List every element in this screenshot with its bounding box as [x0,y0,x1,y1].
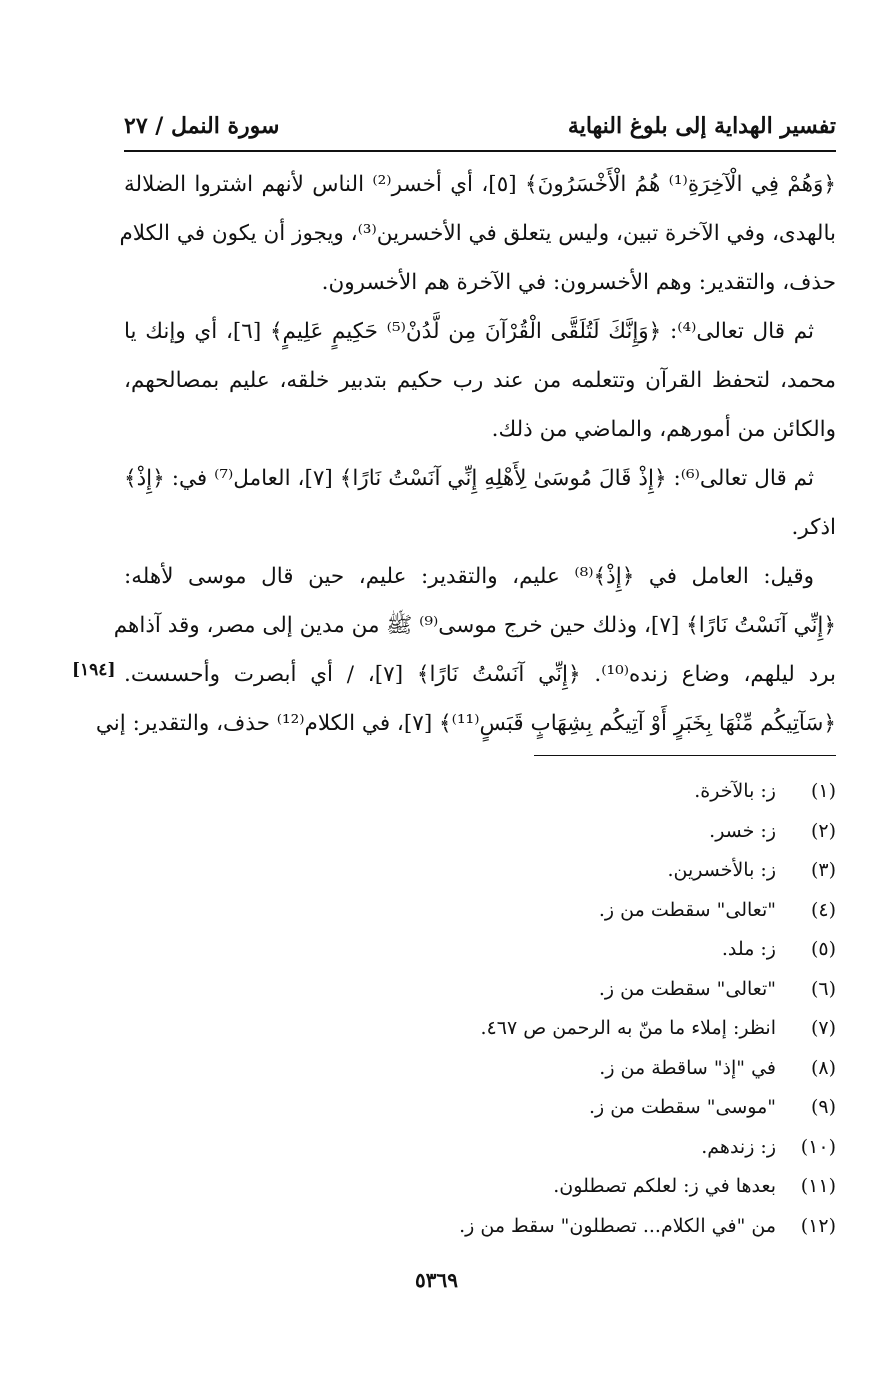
footnote-text: في "إذ" ساقطة من ز. [599,1056,776,1079]
text-line: اذكر. [791,515,836,540]
footnote [416,812,836,852]
text-line: وقيل: العامل في ﴿إِذْ﴾⁽⁸⁾ عليم، والتقدير: عليم، حين قال موسى لأهله: [124,564,814,589]
footnote-number: (٢) [810,819,836,842]
footnote-text: ز: بالأخسرين. [667,859,776,881]
text-line: ﴿إِنِّي آنَسْتُ نَارًا﴾ [٧]، وذلك حين خرج موسى⁽⁹⁾ ﷺ من مدين إلى مصر، وقد آذاهم [113,613,836,638]
footnote-number: (١١) [800,1175,836,1197]
footnote [416,1167,836,1207]
text-line: والكائن من أمورهم، والماضي من ذلك. [491,417,836,442]
footnote [416,1049,836,1089]
text-line: ثم قال تعالى⁽⁴⁾: ﴿وَإِنَّكَ لَتُلَقَّى الْقُرْآنَ مِن لَّدُنْ⁽⁵⁾ حَكِيمٍ عَلِيمٍ﴾ [٦]، أي وإنك يا [124,319,814,344]
footnote [416,1207,836,1247]
text-line: ثم قال تعالى⁽⁶⁾: ﴿إِذْ قَالَ مُوسَىٰ لِأَهْلِهِ إِنِّي آنَسْتُ نَارًا﴾ [٧]، العامل⁽⁷⁾ في: ﴿إِذْ﴾ [124,466,814,491]
footnote [416,772,836,812]
page-header [124,108,836,144]
main-text [95,160,836,748]
footnote-number: (٧) [810,1017,836,1039]
footnote-rule [534,755,836,756]
footnote-number: (٩) [810,1096,836,1118]
text-line: محمد، لتحفظ القرآن وتتعلمه من عند رب حكيم بتدبير خلقه، عليم بمصالحهم، [124,368,836,393]
footnote-text: ز: زندهم. [701,1135,776,1158]
text-line: حذف، والتقدير: وهم الأخسرون: في الآخرة هم الأخسرون. [321,270,836,295]
page-number: ٥٣٦٩ [415,1268,458,1292]
footnotes [416,772,836,1246]
footnote-number: (٦) [810,977,836,1000]
text-line: بالهدى، وفي الآخرة تبين، وليس يتعلق في الأخسرين⁽³⁾، ويجوز أن يكون في الكلام [119,221,836,246]
book-title: تفسير الهداية إلى بلوغ النهاية [567,113,836,139]
footnote-text: ز: بالآخرة. [694,780,776,802]
surah-label: سورة النمل / ٢٧ [124,113,280,139]
footnote-text: انظر: إملاء ما منّ به الرحمن ص ٤٦٧. [480,1017,776,1039]
footnote-number: (٣) [810,859,836,881]
footnote-number: (٤) [810,898,836,921]
footnote [416,1009,836,1049]
header-rule [124,150,836,152]
footnote-number: (١) [810,780,836,802]
footnote-text: "موسى" سقطت من ز. [589,1096,776,1118]
footnote-number: (٥) [810,938,836,960]
footnote [416,1128,836,1168]
manuscript-folio-marker: [١٩٤] [72,660,116,680]
footnote [416,851,836,891]
footnote [416,891,836,931]
footnote-number: (١٢) [800,1214,836,1237]
footnote [416,1088,836,1128]
footnote-number: (٨) [810,1056,836,1079]
footnote-text: ز: خسر. [709,819,776,842]
footnote-text: ز: ملد. [721,938,776,960]
text-line: ﴿سَآتِيكُم مِّنْهَا بِخَبَرٍ أَوْ آتِيكُم بِشِهَابٍ قَبَسٍ⁽¹¹⁾﴾ [٧]، في الكلام⁽¹²⁾ حذف، والتقدير: إني [95,711,836,736]
footnote-text: بعدها في ز: لعلكم تصطلون. [553,1175,776,1197]
text-line: ﴿وَهُمْ فِي الْآخِرَةِ⁽¹⁾ هُمُ الْأَخْسَرُونَ﴾ [٥]، أي أخسر⁽²⁾ الناس لأنهم اشتروا الضلالة [124,172,836,197]
footnote [416,930,836,970]
footnote [416,970,836,1010]
footnote-text: "تعالى" سقطت من ز. [598,977,776,1000]
footnote-number: (١٠) [800,1135,836,1158]
footnote-text: من "في الكلام... تصطلون" سقط من ز. [459,1214,776,1237]
footnote-text: "تعالى" سقطت من ز. [598,898,776,921]
text-line: برد ليلهم، وضاع زنده⁽¹⁰⁾. ﴿إِنِّي آنَسْتُ نَارًا﴾ [٧]، / أي أبصرت وأحسست. [124,662,836,687]
